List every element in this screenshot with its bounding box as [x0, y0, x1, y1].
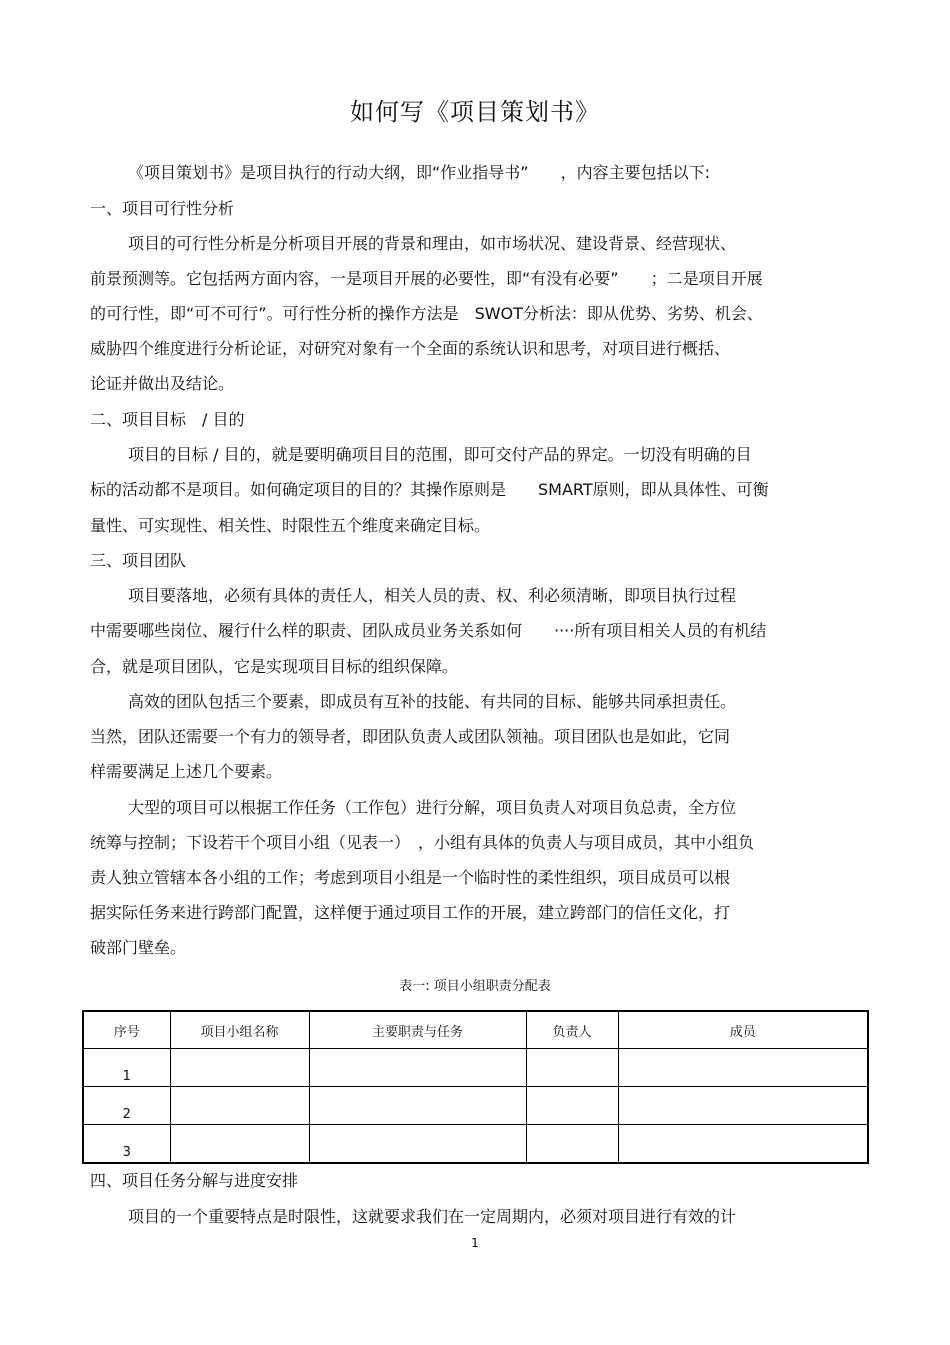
- table-cell: 2: [83, 1087, 170, 1125]
- section-heading-feasibility: 一、项目可行性分析: [90, 199, 235, 218]
- paragraph-line: 前景预测等。它包括两方面内容，一是项目开展的必要性，即“有没有必要” ；二是项目开展: [90, 269, 763, 288]
- section-heading-team: 三、项目团队: [90, 551, 187, 570]
- paragraph-line: 中需要哪些岗位、履行什么样的职责、团队成员业务关系如何 ····所有项目相关人员的有机结: [90, 621, 767, 640]
- table-cell: [309, 1087, 526, 1125]
- paragraph-line: 论证并做出及结论。: [90, 374, 235, 393]
- document-title: 如何写《项目策划书》: [350, 98, 600, 126]
- paragraph-line: 标的活动都不是项目。如何确定项目的目的？其操作原则是 SMART原则，即从具体性、可衡: [90, 480, 769, 499]
- paragraph-line: 大型的项目可以根据工作任务（工作包）进行分解，项目负责人对项目负总责，全方位: [128, 798, 737, 817]
- table-row: [83, 1049, 868, 1087]
- table-cell: [309, 1125, 526, 1164]
- paragraph-line: 统筹与控制；下设若干个项目小组（见表一） ，小组有具体的负责人与项目成员，其中小组负: [90, 833, 755, 852]
- table-row: [83, 1087, 868, 1125]
- paragraph-line: 破部门壁垒。: [90, 938, 187, 957]
- intro-paragraph: 《项目策划书》是项目执行的行动大纲，即“作业指导书” ，内容主要包括以下:: [128, 163, 710, 182]
- page-number: 1: [471, 1236, 479, 1250]
- table-cell: [526, 1049, 618, 1087]
- table-row: [83, 1125, 868, 1164]
- header-members: 成员: [618, 1011, 868, 1049]
- table-cell: [309, 1049, 526, 1087]
- header-index: 序号: [83, 1011, 170, 1049]
- paragraph-line: 据实际任务来进行跨部门配置，这样便于通过项目工作的开展，建立跨部门的信任文化，打: [90, 903, 731, 922]
- table-cell: [526, 1125, 618, 1164]
- table-cell: [618, 1049, 868, 1087]
- responsibility-table: [82, 1010, 869, 1164]
- paragraph-line: 项目的一个重要特点是时限性，这就要求我们在一定周期内，必须对项目进行有效的计: [128, 1207, 737, 1226]
- table-cell: [618, 1125, 868, 1164]
- table-header-row: [83, 1011, 868, 1049]
- paragraph-line: 样需要满足上述几个要素。: [90, 762, 283, 781]
- paragraph-line: 的可行性，即“可不可行”。可行性分析的操作方法是 SWOT分析法：即从优势、劣势、机会、: [90, 304, 763, 323]
- header-duties: 主要职责与任务: [309, 1011, 526, 1049]
- table-cell: [526, 1087, 618, 1125]
- paragraph-line: 项目的可行性分析是分析项目开展的背景和理由，如市场状况、建设背景、经营现状、: [128, 234, 737, 253]
- paragraph-line: 量性、可实现性、相关性、时限性五个维度来确定目标。: [90, 516, 491, 535]
- table-cell: 3: [83, 1125, 170, 1164]
- header-group-name: 项目小组名称: [170, 1011, 309, 1049]
- section-heading-schedule: 四、项目任务分解与进度安排: [90, 1171, 299, 1190]
- header-owner: 负责人: [526, 1011, 618, 1049]
- table-cell: [170, 1049, 309, 1087]
- paragraph-line: 合，就是项目团队，它是实现项目目标的组织保障。: [90, 657, 459, 676]
- table-cell: [618, 1087, 868, 1125]
- paragraph-line: 项目要落地，必须有具体的责任人，相关人员的责、权、利必须清晰，即项目执行过程: [128, 586, 737, 605]
- paragraph-line: 责人独立管辖本各小组的工作；考虑到项目小组是一个临时性的柔性组织，项目成员可以根: [90, 868, 731, 887]
- paragraph-line: 当然，团队还需要一个有力的领导者，即团队负责人或团队领袖。项目团队也是如此，它同: [90, 727, 731, 746]
- table-caption: 表一: 项目小组职责分配表: [399, 979, 551, 994]
- table-cell: [170, 1125, 309, 1164]
- paragraph-line: 项目的目标 / 目的，就是要明确项目目的范围，即可交付产品的界定。一切没有明确的目: [128, 445, 752, 464]
- paragraph-line: 高效的团队包括三个要素，即成员有互补的技能、有共同的目标、能够共同承担责任。: [128, 692, 737, 711]
- table-cell: [170, 1087, 309, 1125]
- section-heading-goals: 二、项目目标 / 目的: [90, 410, 245, 429]
- paragraph-line: 威胁四个维度进行分析论证，对研究对象有一个全面的系统认识和思考，对项目进行概括、: [90, 339, 731, 358]
- table-cell: 1: [83, 1049, 170, 1087]
